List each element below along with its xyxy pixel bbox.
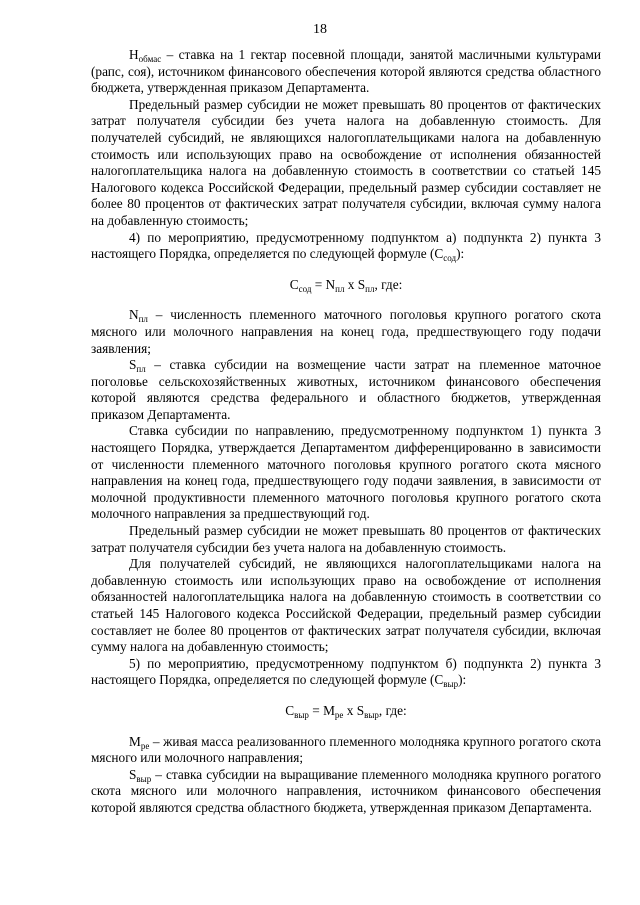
subscript: пл [335, 283, 345, 294]
text-run: – численность племенного маточного поголовья крупного рогатого скота мясного или молочного направления на конец года, предшествующего году подачи заявления; [91, 307, 601, 356]
formula-f1 [91, 277, 601, 294]
formula-f2 [91, 703, 601, 720]
subscript: выр [443, 679, 459, 690]
text-run: – ставка субсидии на возмещение части затрат на племенное маточное поголовье сельскохозяйственных животных, источником финансового обеспечения которой являются средства федерального и областного бюджетов, утвержденная приказом Департамента. [91, 357, 601, 422]
subscript: ре [334, 709, 344, 720]
subscript: пл [365, 283, 375, 294]
text-run: x S [343, 702, 365, 718]
text-run: – ставка на 1 гектар посевной площади, занятой масличными культурами (рапс, соя), источником финансового обеспечения которой являются средства областного бюджета, утвержденная приказом Департамента. [91, 47, 601, 96]
subscript: выр [294, 709, 309, 720]
text-run: C [289, 276, 299, 292]
subscript: обмас [138, 54, 162, 64]
text-run: – живая масса реализованного племенного молодняка крупного рогатого скота мясного или молочного направления; [91, 733, 601, 766]
text-run: – ставка субсидии на выращивание племенного молодняка крупного рогатого скота мясного или молочного направления, источником финансового обеспечения которой являются средства областного бюджета, утвержденная приказом Департамента. [91, 766, 601, 815]
text-run: S [129, 357, 137, 373]
text-run: , где: [378, 702, 407, 718]
subscript: выр [364, 709, 379, 720]
text-run: 4) по мероприятию, предусмотренному подпунктом а) подпункта 2) пункта 3 настоящего Порядка, определяется по следующей формуле (C [91, 229, 601, 262]
text-run: , где: [374, 276, 403, 292]
text-run: = M [308, 702, 335, 718]
document-body [91, 47, 601, 817]
paragraph-b7 [91, 523, 601, 556]
paragraph-b4 [91, 307, 601, 357]
paragraph-b11 [91, 767, 601, 817]
subscript: сод [298, 283, 312, 294]
text-run: N [129, 307, 139, 323]
paragraph-b8 [91, 556, 601, 656]
paragraph-b9 [91, 656, 601, 689]
text-run: x S [344, 276, 366, 292]
paragraph-b6 [91, 423, 601, 523]
paragraph-b1 [91, 47, 601, 97]
text-run: H [129, 47, 139, 62]
text-run: = N [311, 276, 336, 292]
subscript: сод [443, 253, 457, 264]
subscript: пл [136, 364, 146, 375]
text-run: ): [456, 246, 465, 262]
text-run: 5) по мероприятию, предусмотренному подпунктом б) подпункта 2) пункта 3 настоящего Порядка, определяется по следующей формуле (C [91, 655, 601, 688]
text-run: M [129, 733, 141, 749]
text-run: S [129, 766, 137, 782]
paragraph-b10 [91, 734, 601, 767]
text-run: Предельный размер субсидии не может превышать 80 процентов от фактических затрат получателя субсидии без учета налога на добавленную стоимость. Для получателей субсидий, не являющихся налогоплательщиками налога на добавленную стоимость или использующих право на освобождение от исполнения обязанностей налогоплательщика налога на добавленную стоимость в соответствии со статьей 145 Налогового кодекса Российской Федерации, предельный размер субсидии составляет не более 80 процентов от фактических затрат получателя субсидии, включая сумму налога на добавленную стоимость; [91, 96, 601, 228]
paragraph-b2 [91, 97, 601, 230]
text-run: Ставка субсидии по направлению, предусмотренному подпунктом 1) пункта 3 настоящего Порядка, утверждается Департаментом дифференцированно в зависимости от численности племенного маточного поголовья крупного рогатого скота мясного направления на конец года, предшествующего году подачи заявления, в зависимости от молочной продуктивности племенного маточного поголовья крупного рогатого скота молочного направления за предшествующий год. [91, 423, 601, 522]
text-run: ): [458, 672, 467, 688]
paragraph-b5 [91, 357, 601, 423]
text-run: Для получателей субсидий, не являющихся налогоплательщиками налога на добавленную стоимость или использующих право на освобождение от исполнения обязанностей налогоплательщика налога на добавленную стоимость в соответствии со статьей 145 Налогового кодекса Российской Федерации, предельный размер субсидии составляет не более 80 процентов от фактических затрат получателя субсидии, включая сумму налога на добавленную стоимость; [91, 556, 601, 655]
text-run: C [285, 702, 295, 718]
subscript: выр [136, 773, 152, 784]
paragraph-b3 [91, 230, 601, 263]
text-run: Предельный размер субсидии не может превышать 80 процентов от фактических затрат получателя субсидии без учета налога на добавленную стоимость. [91, 523, 601, 555]
page-number: 18 [313, 22, 327, 37]
subscript: ре [140, 740, 150, 751]
subscript: пл [138, 314, 148, 325]
